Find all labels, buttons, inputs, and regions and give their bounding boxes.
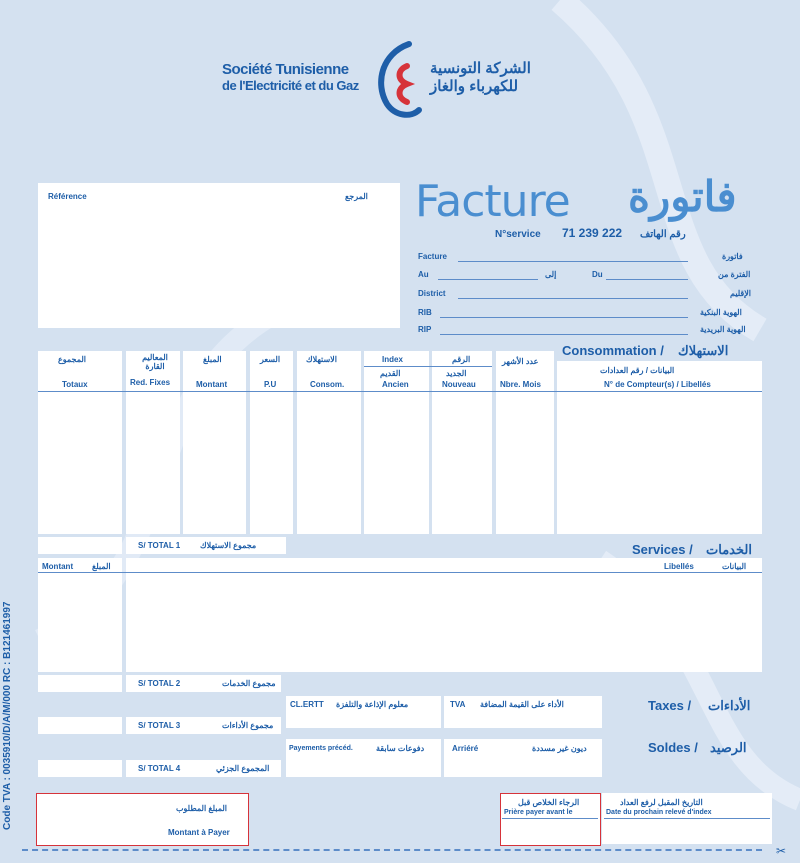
field-period-line-1 [438, 279, 538, 280]
payer-avant-divider [502, 818, 598, 819]
montant-a-payer-ar: المبلغ المطلوب [176, 804, 227, 813]
company-name-fr-line1: Société Tunisienne [222, 61, 349, 78]
col-nouveau [432, 351, 492, 534]
steg-logo-icon [373, 40, 425, 122]
stotal3-fr: S/ TOTAL 3 [138, 721, 181, 730]
field-period-ila: إلى [545, 270, 557, 279]
col-nbre-mois [496, 351, 554, 534]
col-consom [297, 351, 361, 534]
payments-fr: Payements précéd. [289, 745, 353, 752]
services-libelle-col [126, 558, 762, 672]
col-consom-ar: الاستهلاك [306, 355, 337, 364]
stotal2-value-box [38, 675, 122, 692]
field-rip-ar: الهوية البريدية [700, 325, 746, 334]
col-compteurs-ar: البيانات / رقم العدادات [600, 366, 675, 375]
stotal4-ar: المجموع الجزئي [216, 764, 270, 773]
services-libelle-ar: البيانات [722, 562, 747, 571]
stotal1-value-box [38, 537, 122, 554]
montant-a-payer-box [36, 793, 249, 846]
consommation-title-fr: Consommation / [562, 343, 664, 358]
invoice-title-ar: فاتورة [628, 173, 737, 220]
index-ar: الرقم [452, 355, 471, 364]
company-name-fr [222, 62, 359, 94]
stotal3-ar: مجموع الأداءات [222, 721, 274, 730]
field-period-du: Du [592, 270, 603, 279]
col-red-fixes-fr: Red. Fixes [130, 378, 171, 387]
col-consom-fr: Consom. [310, 380, 345, 389]
payer-avant-ar: الرجاء الخلاص قبل [518, 798, 580, 807]
col-pu [250, 351, 293, 534]
stotal1-fr: S/ TOTAL 1 [138, 541, 181, 550]
col-totaux-fr: Totaux [62, 380, 88, 389]
services-title-fr: Services / [632, 542, 693, 557]
field-district-fr: District [418, 289, 446, 298]
stotal2-fr: S/ TOTAL 2 [138, 679, 181, 688]
col-montant-ar: المبلغ [203, 355, 222, 364]
col-ancien-ar: القديم [380, 369, 401, 378]
prochain-releve-fr: Date du prochain relevé d'index [606, 809, 712, 816]
taxes-title-ar: الأداءات [708, 698, 751, 713]
invoice-title-fr: Facture [415, 176, 570, 227]
stotal1-ar: مجموع الاستهلاك [200, 541, 257, 550]
reference-label-ar: المرجع [345, 192, 368, 201]
field-period-ar: الفترة من [718, 270, 751, 279]
reference-label-fr: Référence [48, 192, 87, 201]
col-ancien-fr: Ancien [382, 380, 409, 389]
field-district-ar: الإقليم [730, 289, 751, 298]
field-period-line-2 [606, 279, 688, 280]
perforation-line [22, 849, 762, 851]
col-pu-ar: السعر [260, 355, 281, 364]
index-fr: Index [382, 355, 403, 364]
tax-clertt-ar: معلوم الإذاعة والتلفزة [336, 700, 409, 709]
side-registration-text: Code TVA : 0035910/D/A/M/000 RC : B121461997 [2, 601, 13, 830]
consommation-header-divider [38, 391, 762, 392]
services-montant-ar: المبلغ [92, 562, 111, 571]
payer-avant-fr: Prière payer avant le [504, 809, 573, 816]
field-district-line [458, 298, 688, 299]
col-totaux [38, 351, 122, 534]
company-name-fr-line2: de l'Electricité et du Gaz [222, 78, 359, 93]
field-rip-line [440, 334, 688, 335]
col-montant-fr: Montant [196, 380, 228, 389]
col-montant [183, 351, 246, 534]
col-nbre-mois-fr: Nbre. Mois [500, 380, 541, 389]
services-montant-fr: Montant [42, 562, 74, 571]
col-pu-fr: P.U [264, 380, 277, 389]
services-title-ar: الخدمات [706, 542, 752, 557]
arriere-fr: Arriéré [452, 744, 479, 753]
field-facture-line [458, 261, 688, 262]
taxes-title-fr: Taxes / [648, 698, 692, 713]
field-period-au: Au [418, 270, 429, 279]
col-ancien [364, 351, 429, 534]
tax-tva-ar: الأداء على القيمة المضافة [480, 700, 564, 709]
col-nbre-mois-ar: عدد الأشهر [502, 357, 539, 366]
field-rib-ar: الهوية البنكية [700, 308, 742, 317]
field-rip-fr: RIP [418, 325, 432, 334]
col-nouveau-ar: الجديد [446, 369, 467, 378]
service-number-value: 71 239 222 [562, 226, 623, 240]
stotal3-value-box [38, 717, 122, 734]
col-compteurs-fr: N° de Compteur(s) / Libellés [604, 380, 711, 389]
company-name-ar-line2: للكهرباء والغاز [430, 78, 519, 95]
scissors-icon: ✂ [776, 844, 787, 858]
stotal4-value-box [38, 760, 122, 777]
soldes-title-fr: Soldes / [648, 740, 698, 755]
company-name-ar [430, 60, 590, 96]
stotal2-ar: مجموع الخدمات [222, 679, 276, 688]
arriere-ar: ديون غير مسددة [532, 744, 587, 753]
services-montant-col [38, 558, 122, 672]
payments-ar: دفوعات سابقة [376, 744, 425, 753]
prochain-releve-ar: التاريخ المقبل لرفع العداد [620, 798, 703, 807]
field-facture-fr: Facture [418, 252, 447, 261]
prochain-releve-divider [604, 818, 770, 819]
services-header-divider [38, 572, 762, 573]
service-label-ar: رقم الهاتف [640, 229, 686, 240]
col-nouveau-fr: Nouveau [442, 380, 476, 389]
company-name-ar-line1: الشركة التونسية [430, 60, 531, 77]
field-facture-ar: فاتورة [722, 252, 743, 261]
field-rib-line [440, 317, 688, 318]
recipient-box [38, 183, 400, 328]
services-libelle-fr: Libellés [664, 562, 694, 571]
field-rib-fr: RIB [418, 308, 432, 317]
tax-clertt-fr: CL.ERTT [290, 700, 324, 709]
index-divider [364, 366, 492, 367]
soldes-title-ar: الرصيد [710, 740, 747, 755]
service-label-fr: N°service [495, 229, 541, 240]
col-totaux-ar: المجموع [58, 355, 86, 364]
tax-tva-fr: TVA [450, 700, 466, 709]
stotal4-fr: S/ TOTAL 4 [138, 764, 181, 773]
consommation-title-ar: الاستهلاك [678, 343, 729, 358]
col-red-fixes-ar: المعاليم القارة [142, 353, 168, 371]
montant-a-payer-fr: Montant à Payer [168, 828, 230, 837]
